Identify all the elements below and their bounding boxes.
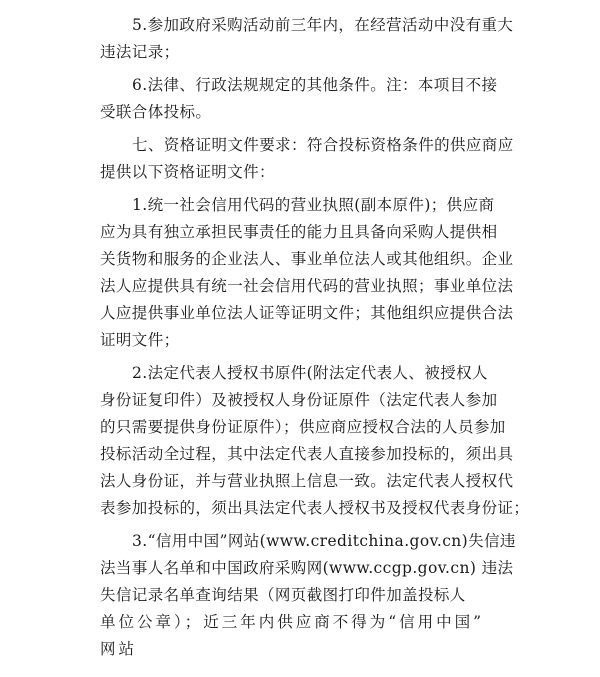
text-line: 表参加投标的，须出具法定代表人授权书及授权代表身份证； bbox=[100, 499, 530, 517]
paragraph-requirement-3 bbox=[100, 528, 532, 663]
paragraph-section-7-heading bbox=[100, 132, 532, 186]
text-line: 提供以下资格证明文件： bbox=[100, 163, 275, 181]
text-line: 受联合体投标。 bbox=[100, 103, 212, 121]
text-line: 投标活动全过程，其中法定代表人直接参加投标的，须出具 bbox=[100, 445, 514, 463]
text-line: 6.法律、行政法规规定的其他条件。注：本项目不接 bbox=[132, 76, 498, 94]
text-line: 5.参加政府采购活动前三年内，在经营活动中没有重大 bbox=[132, 16, 514, 34]
text-line: 3.“信用中国”网站(www.creditchina.gov.cn)失信违 bbox=[132, 532, 516, 550]
text-line: 人应提供事业单位法人证等证明文件；其他组织应提供合法 bbox=[100, 304, 514, 322]
text-line: 网站 bbox=[100, 640, 138, 658]
text-line: 法人应提供具有统一社会信用代码的营业执照；事业单位法 bbox=[100, 277, 514, 295]
text-line: 证明文件； bbox=[100, 331, 180, 349]
text-line: 七、资格证明文件要求：符合投标资格条件的供应商应 bbox=[132, 136, 514, 154]
text-line: 法当事人名单和中国政府采购网(www.ccgp.gov.cn) 违法 bbox=[100, 559, 514, 577]
text-line: 应为具有独立承担民事责任的能力且具备向采购人提供相 bbox=[100, 223, 498, 241]
paragraph-item-6 bbox=[100, 72, 532, 126]
text-line: 法人身份证，并与营业执照上信息一致。法定代表人授权代 bbox=[100, 472, 514, 490]
text-line: 关货物和服务的企业法人、事业单位法人或其他组织。企业 bbox=[100, 250, 514, 268]
text-line: 的只需要提供身份证原件）；供应商应授权合法的人员参加 bbox=[100, 418, 506, 436]
paragraph-item-5 bbox=[100, 12, 532, 66]
text-line: 失信记录名单查询结果（网页截图打印件加盖投标人 bbox=[100, 586, 466, 604]
text-line: 身份证复印件）及被授权人身份证原件（法定代表人参加 bbox=[100, 391, 498, 409]
paragraph-requirement-2 bbox=[100, 360, 532, 522]
text-line: 违法记录； bbox=[100, 43, 180, 61]
text-line: 单位公章）；近三年内供应商不得为“信用中国” bbox=[100, 613, 485, 631]
text-line: 1.统一社会信用代码的营业执照(副本原件)；供应商 bbox=[132, 196, 495, 214]
paragraph-requirement-1 bbox=[100, 192, 532, 354]
text-line: 2.法定代表人授权书原件(附法定代表人、被授权人 bbox=[132, 364, 488, 382]
